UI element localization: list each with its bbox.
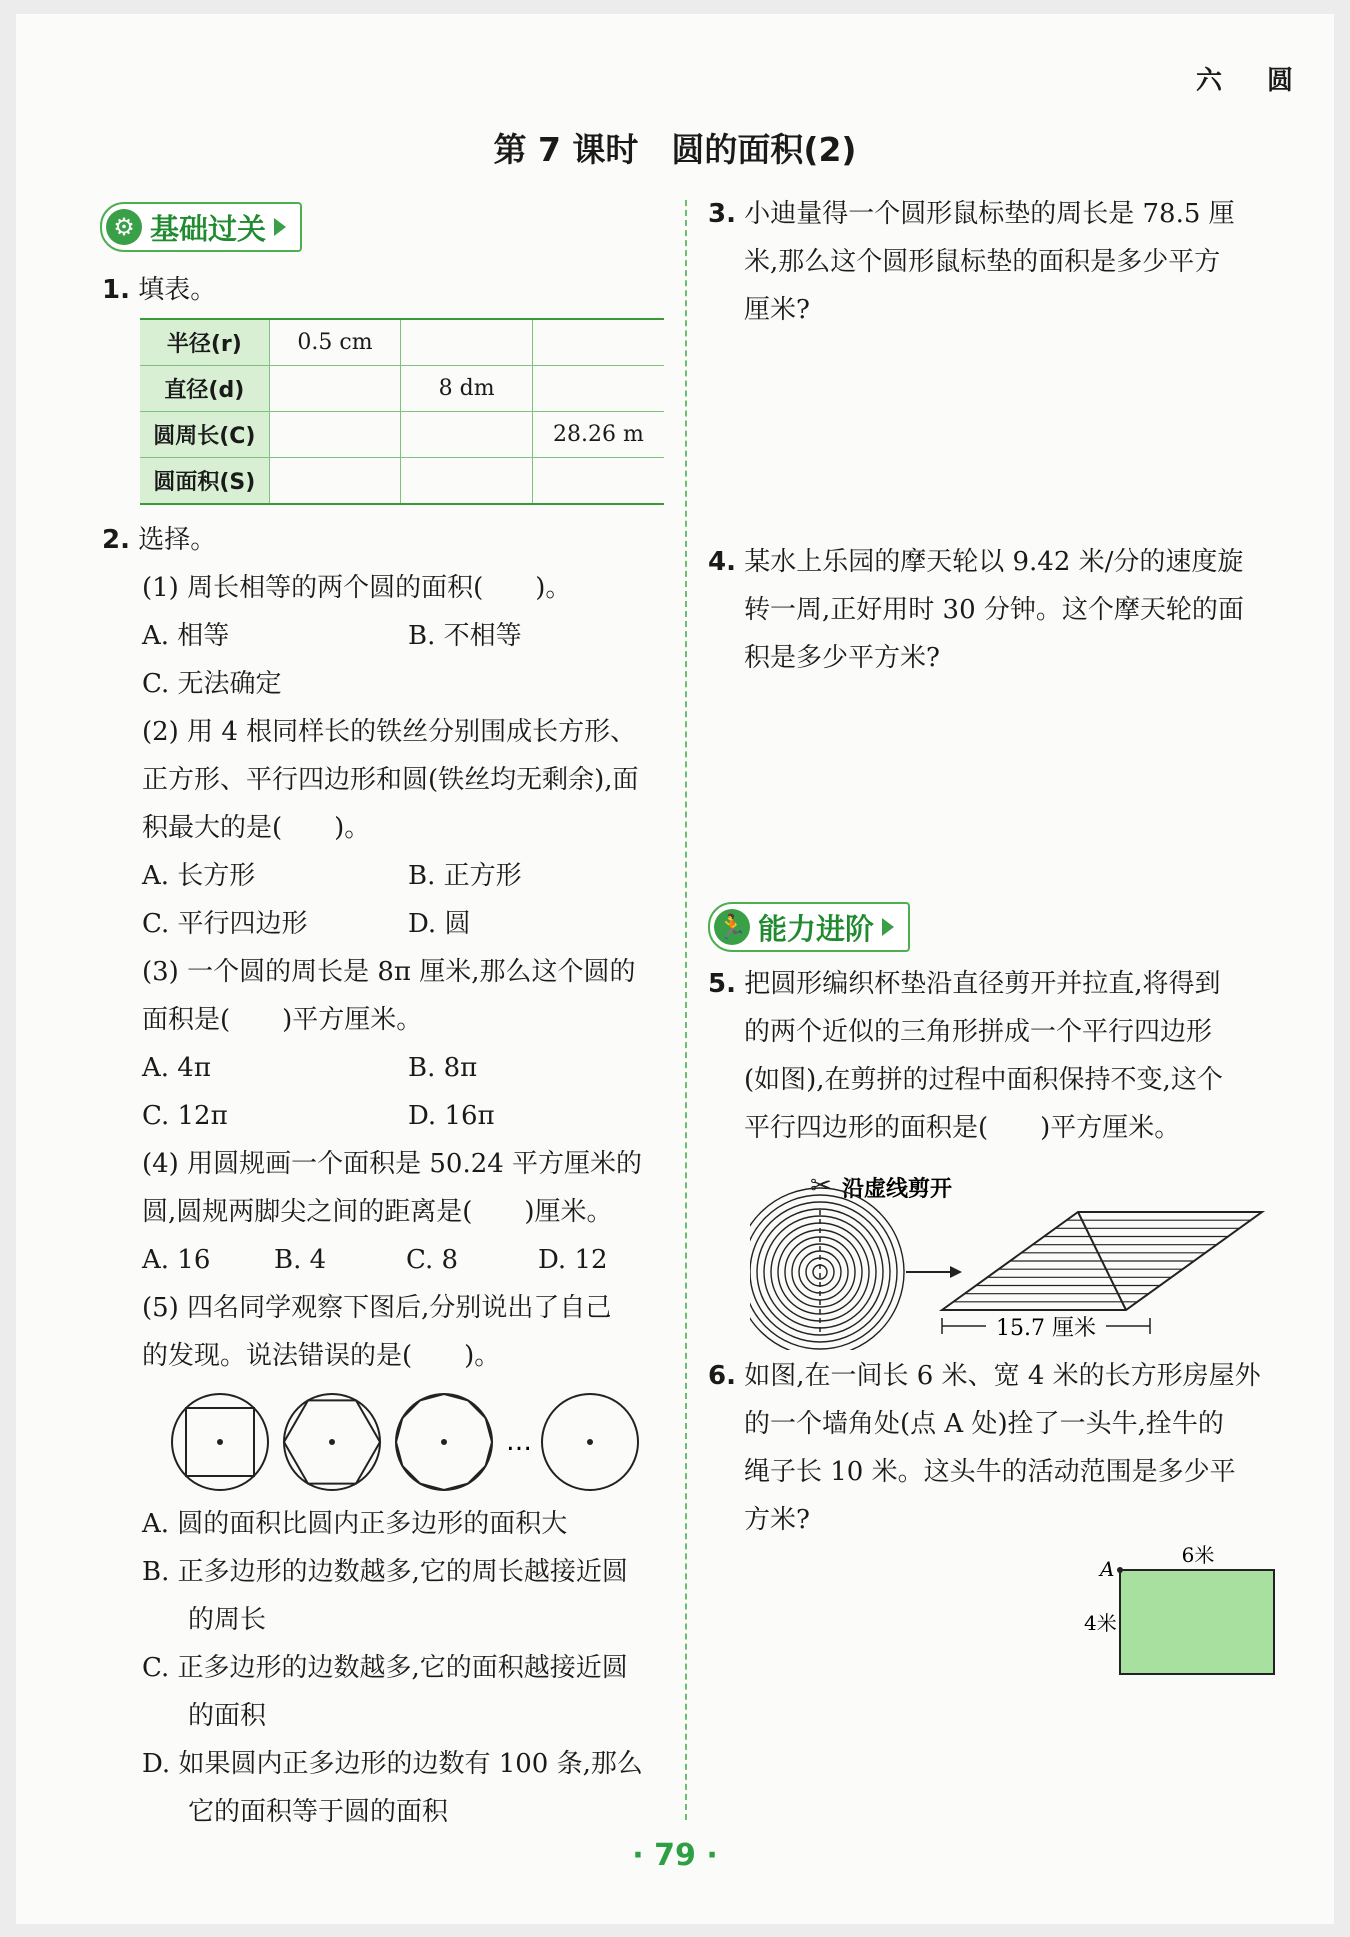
option-b: B. 正方形 bbox=[408, 861, 522, 891]
q6-text: 如图,在一间长 6 米、宽 4 米的长方形房屋外 bbox=[744, 1361, 1261, 1391]
coaster-figure bbox=[750, 1160, 1270, 1350]
q6-text: 绳子长 10 米。这头牛的活动范围是多少平 bbox=[744, 1457, 1236, 1487]
q4-text: 某水上乐园的摩天轮以 9.42 米/分的速度旋 bbox=[744, 547, 1244, 577]
q5-number: 5. bbox=[708, 969, 736, 999]
circle-with-dodecagon bbox=[396, 1394, 492, 1490]
section-title-advanced: 能力进阶 bbox=[758, 911, 875, 946]
circle-with-square bbox=[172, 1394, 268, 1490]
q6-text: 的一个墙角处(点 A 处)拴了一头牛,拴牛的 bbox=[744, 1409, 1224, 1439]
section-badge-advanced bbox=[708, 902, 910, 952]
q3-text: 厘米? bbox=[744, 295, 810, 325]
table-cell bbox=[269, 458, 401, 505]
runner-icon: 🏃 bbox=[714, 909, 750, 945]
q2-4-stem: 圆,圆规两脚尖之间的距离是( )厘米。 bbox=[142, 1197, 613, 1227]
table-row bbox=[140, 319, 664, 366]
q4 bbox=[708, 538, 1288, 682]
row-label: 直径(d) bbox=[140, 366, 269, 412]
q2-4-stem: (4) 用圆规画一个面积是 50.24 平方厘米的 bbox=[142, 1149, 643, 1179]
q2-3-stem: (3) 一个圆的周长是 8π 厘米,那么这个圆的 bbox=[142, 957, 636, 987]
table-row bbox=[140, 366, 664, 412]
scissors-icon: ✂ bbox=[810, 1171, 832, 1201]
option-c: C. 平行四边形 bbox=[142, 909, 308, 939]
width-label: 4米 bbox=[1084, 1611, 1117, 1635]
table-cell: 28.26 m bbox=[532, 412, 664, 458]
option-b-cont: 的周长 bbox=[188, 1605, 267, 1635]
circle-with-hexagon bbox=[284, 1394, 380, 1490]
q6 bbox=[708, 1352, 1288, 1544]
option-a: A. 长方形 bbox=[142, 861, 256, 891]
q2-2-stem: 正方形、平行四边形和圆(铁丝均无剩余),面 bbox=[142, 765, 639, 795]
q3-text: 小迪量得一个圆形鼠标垫的周长是 78.5 厘 bbox=[744, 199, 1235, 229]
point-a bbox=[1117, 1567, 1123, 1573]
arrow-head-icon bbox=[950, 1266, 962, 1278]
option-d: D. 如果圆内正多边形的边数有 100 条,那么 bbox=[142, 1749, 643, 1779]
q2-1-stem: (1) 周长相等的两个圆的面积( )。 bbox=[142, 573, 572, 603]
table-row bbox=[140, 458, 664, 505]
row-label: 半径(r) bbox=[140, 319, 269, 366]
table-cell bbox=[532, 366, 664, 412]
row-label: 圆面积(S) bbox=[140, 458, 269, 505]
option-d: D. 圆 bbox=[408, 909, 471, 939]
table-row bbox=[140, 412, 664, 458]
table-cell bbox=[401, 319, 533, 366]
coaster-ring bbox=[806, 1258, 834, 1286]
row-label: 圆周长(C) bbox=[140, 412, 269, 458]
q1-number: 1. bbox=[102, 275, 130, 305]
option-c-cont: 的面积 bbox=[188, 1701, 267, 1731]
polygon-circles-figure bbox=[166, 1388, 646, 1498]
circle-only bbox=[542, 1394, 638, 1490]
option-d: D. 12 bbox=[538, 1245, 608, 1275]
option-b: B. 不相等 bbox=[408, 621, 522, 651]
option-b: B. 4 bbox=[274, 1245, 327, 1275]
option-c: C. 8 bbox=[406, 1245, 459, 1275]
parallelogram bbox=[942, 1212, 1262, 1310]
option-b: B. 正多边形的边数越多,它的周长越接近圆 bbox=[142, 1557, 628, 1587]
q4-text: 积是多少平方米? bbox=[744, 643, 940, 673]
page-title: 第 7 课时 圆的面积(2) bbox=[493, 130, 857, 169]
arrow-tip-icon bbox=[882, 918, 894, 936]
table-cell bbox=[532, 458, 664, 505]
base-length-label: 15.7 厘米 bbox=[996, 1316, 1096, 1341]
column-divider bbox=[685, 200, 687, 1820]
coaster-ring bbox=[757, 1209, 883, 1335]
q4-number: 4. bbox=[708, 547, 736, 577]
fill-table bbox=[140, 318, 664, 505]
option-c: C. 正多边形的边数越多,它的面积越接近圆 bbox=[142, 1653, 628, 1683]
option-a: A. 相等 bbox=[142, 621, 230, 651]
section-title-basic: 基础过关 bbox=[150, 211, 267, 246]
q2-5-stem: (5) 四名同学观察下图后,分别说出了自己 bbox=[142, 1293, 612, 1323]
q2 bbox=[102, 516, 216, 564]
q6-text: 方米? bbox=[744, 1505, 810, 1535]
q1 bbox=[102, 266, 216, 314]
arrow-tip-icon bbox=[274, 218, 286, 236]
length-label: 6米 bbox=[1181, 1543, 1215, 1567]
table-cell bbox=[401, 458, 533, 505]
q5-text: 的两个近似的三角形拼成一个平行四边形 bbox=[744, 1017, 1213, 1047]
q2-2-stem: 积最大的是( )。 bbox=[142, 813, 371, 843]
gear-icon: ⚙ bbox=[106, 209, 142, 245]
q5-text: (如图),在剪拼的过程中面积保持不变,这个 bbox=[744, 1065, 1223, 1095]
table-cell: 8 dm bbox=[401, 366, 533, 412]
q5 bbox=[708, 960, 1288, 1152]
option-b: B. 8π bbox=[408, 1053, 478, 1083]
page-number: · 79 · bbox=[632, 1838, 718, 1873]
q3-number: 3. bbox=[708, 199, 736, 229]
chapter-header: 六 圆 bbox=[1196, 66, 1312, 96]
q6-number: 6. bbox=[708, 1361, 736, 1391]
table-cell bbox=[401, 412, 533, 458]
table-cell bbox=[532, 319, 664, 366]
table-cell bbox=[269, 366, 401, 412]
q1-text: 填表。 bbox=[138, 275, 217, 305]
option-c: C. 无法确定 bbox=[142, 669, 282, 699]
q2-5-stem: 的发现。说法错误的是( )。 bbox=[142, 1341, 501, 1371]
q3-text: 米,那么这个圆形鼠标垫的面积是多少平方 bbox=[744, 247, 1221, 277]
q2-text: 选择。 bbox=[138, 525, 217, 555]
q2-2-stem: (2) 用 4 根同样长的铁丝分别围成长方形、 bbox=[142, 717, 637, 747]
section-badge-basic bbox=[100, 202, 302, 252]
q2-3-stem: 面积是( )平方厘米。 bbox=[142, 1005, 423, 1035]
option-a: A. 16 bbox=[142, 1245, 211, 1275]
house-figure bbox=[1080, 1540, 1290, 1690]
q5-text: 把圆形编织杯垫沿直径剪开并拉直,将得到 bbox=[744, 969, 1221, 999]
table-cell: 0.5 cm bbox=[269, 319, 401, 366]
q2-number: 2. bbox=[102, 525, 130, 555]
q4-text: 转一周,正好用时 30 分钟。这个摩天轮的面 bbox=[744, 595, 1244, 625]
option-d-cont: 它的面积等于圆的面积 bbox=[188, 1797, 449, 1827]
table-cell bbox=[269, 412, 401, 458]
q5-text: 平行四边形的面积是( )平方厘米。 bbox=[744, 1113, 1181, 1143]
coaster-ring bbox=[750, 1195, 897, 1349]
ellipsis: … bbox=[506, 1427, 532, 1457]
point-a-label: A bbox=[1100, 1557, 1115, 1581]
concentric-coaster bbox=[750, 1188, 904, 1350]
option-c: C. 12π bbox=[142, 1101, 228, 1131]
house-rect bbox=[1120, 1570, 1274, 1674]
q3 bbox=[708, 190, 1288, 334]
cut-label: 沿虚线剪开 bbox=[842, 1177, 953, 1202]
option-a: A. 圆的面积比圆内正多边形的面积大 bbox=[142, 1509, 568, 1539]
option-d: D. 16π bbox=[408, 1101, 495, 1131]
option-a: A. 4π bbox=[142, 1053, 211, 1083]
